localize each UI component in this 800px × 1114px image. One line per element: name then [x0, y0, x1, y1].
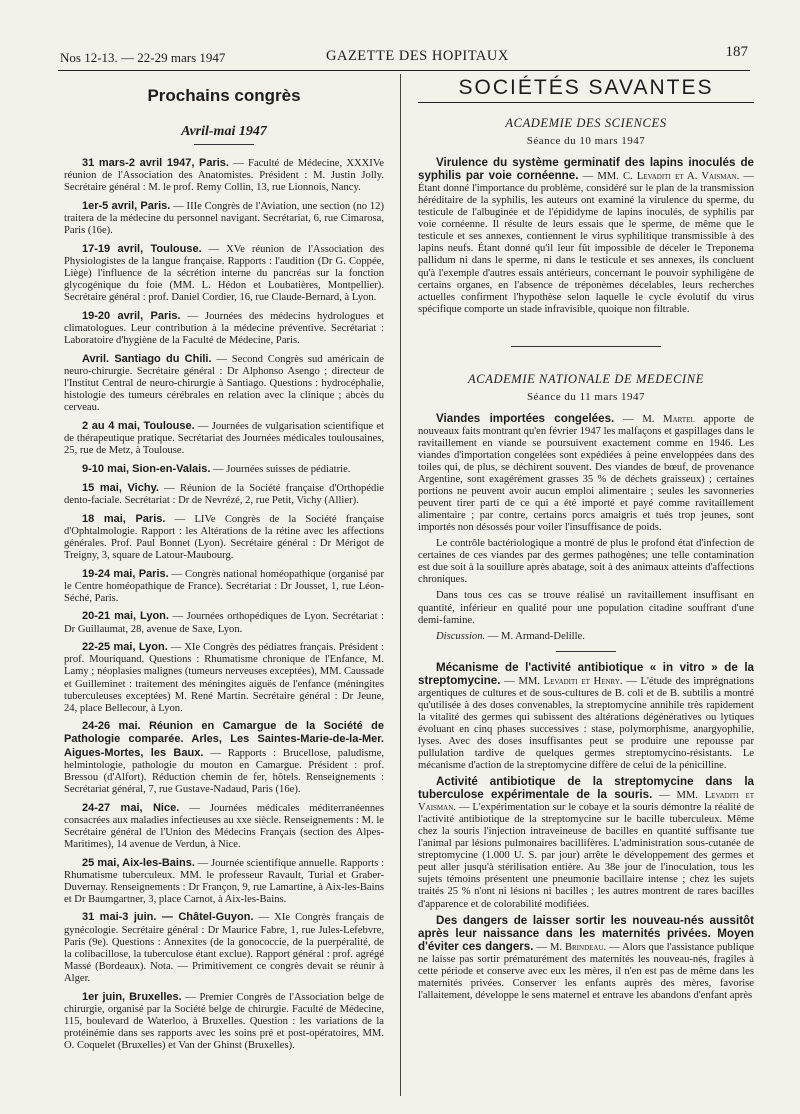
congress-text: — LIVe Congrès de la Société française d'Ophtalmologie. Rapport : les Altérations de la rétine avec les affections générales. Prof. Paul Bonnet (Lyon). Secrétaire général : Dr Mérigot de Treigny, 3, square de Latour-Maubourg. — [64, 513, 384, 561]
congress-text: — Réunion de la Société française d'Orthopédie dento-faciale. Secrétariat : Dr de Nevrézé, 2, rue Petit, Vichy (Allier). — [64, 482, 385, 506]
article — [418, 538, 754, 586]
congress-text: — XIe Congrès français de gynécologie. Secrétaire général : Dr Maurice Fabre, 1, rue Jules-Lefebvre, Paris (9e). Questions : Annexites (de la gonococcie, de la puerpéralité, de la colibacillose, la tuberculose étant exclue). Rapport général : prof. agrégé Massé (Bordeaux). Nota. — Primitivement ce congrès devait se réunir à Alger. — [64, 912, 384, 984]
header-rule — [58, 70, 750, 71]
congress-text: — Second Congrès sud américain de neuro-chirurgie. Secrétaire général : Dr Alphonso Asengo ; directeur de l'Institut Central de neuro-chirurgie à Santiago. Questions : hydrocéphalie, histologie des tumeurs cérébrales en relation avec la clinique ; abcès du cerveau. — [64, 353, 384, 414]
congress-entry — [64, 420, 384, 457]
article — [418, 915, 754, 1002]
congress-entry — [64, 482, 384, 507]
congress-text: — Journées des médecins hydrologues et climatologues. Leur contribution à la médecine préventive. Secrétariat : Laboratoire d'hygiène de la Faculté de Médecine, Paris. — [64, 310, 384, 346]
congress-entry — [64, 200, 384, 237]
congress-text: — Journées de vulgarisation scientifique et de thérapeutique pratique. Secrétariat des Journées médicales toulousaines, 25, rue de Metz, à Toulouse. — [64, 420, 384, 456]
running-header — [58, 44, 748, 70]
right-column — [418, 76, 754, 1006]
congress-text: — XIe Congrès des pédiatres français. Président : prof. Mouriquand. Questions : Rhumatisme chronique de l'Enfance, M. Lamy ; néoplasies malignes (tumeurs nerveuses exceptées), MM. Caussade et Guilleminet : traitement des méningites aiguës de l'enfance (méningites tuberculeuses exceptées) M. René Martin. Secrétaire général : Dr Jeune, 24, place Bellecour, à Lyon. — [64, 642, 385, 714]
article-authors: — MM. Levaditi et Vaisman. — [418, 790, 754, 814]
congress-date: Avril. Santiago du Chili. — [82, 352, 212, 365]
congress-entry — [64, 157, 384, 194]
congress-date: 9-10 mai, Sion-en-Valais. — [82, 462, 211, 475]
congress-date: 19-24 mai, Paris. — [82, 567, 169, 580]
congress-entry — [64, 568, 384, 605]
congress-entry — [64, 353, 384, 414]
congress-date: 20-21 mai, Lyon. — [82, 610, 169, 623]
academy-medicine-seance: Séance du 11 mars 1947 — [526, 390, 646, 403]
congress-text: — Faculté de Médecine, XXXIVe réunion de l'Association des Anatomistes. Président : M. Justin Jolly. Secrétaire général : M. le prof. Remy Collin, 13, rue Lionnois, Nancy. — [64, 158, 384, 194]
article — [418, 590, 754, 626]
congress-entry — [64, 991, 384, 1052]
congress-title: Prochains congrès — [147, 86, 301, 105]
congress-text: — Congrès national homéopathique (organisé par le Centre homéopathique de France). Secrétariat : Dr Jousset, 1, rue Léon-Séché, Paris. — [64, 568, 384, 604]
congress-date: 22-25 mai, Lyon. — [82, 641, 168, 654]
article-text: — L'étude des imprégnations argentiques de cultures et de sous-cultures de B. coli et de B. subtilis a montré qu'utilisée à des doses convenables, la streptomycine annihile très rapidement la vitalité des germes qui subissent des altérations dégénératives ou lytiques évoluant en cinq phases successives : stase, polymorphisme, anargyophilie, lyses. Avec des doses insuffisantes peut se produire une repousse par pullulation tardive de quelques germes streptomycino-résistants. Le mécanisme d'action de la streptomycine diffère de celui de la pénicilline. — [418, 675, 754, 772]
discussion-text: — M. Armand-Delille. — [485, 630, 585, 642]
congress-entry — [64, 857, 384, 906]
congress-date: 17-19 avril, Toulouse. — [82, 242, 202, 255]
congress-entry — [64, 513, 384, 562]
academy-medicine-articles — [418, 413, 754, 627]
article-authors: — M. Brindeau. — [533, 941, 607, 953]
academy-sciences-seance: Séance du 10 mars 1947 — [526, 135, 646, 148]
congress-list — [64, 157, 384, 1052]
article-text: Le contrôle bactériologique a montré de plus le profond état d'infection de certaines de ces viandes par des germes pathogènes; une telle contamination est due soit à la souillure après abatage, soit à des animaux atteints d'affections chroniques. — [418, 538, 754, 586]
congress-entry — [64, 720, 384, 795]
societies-rule — [418, 102, 754, 103]
article-authors: — MM. C. Levaditi et A. Vaisman. — [578, 171, 740, 183]
article-text: apporte de nouveaux faits montrant qu'en février 1947 les malfaçons et gaspillages dans le ravitaillement en viande se poursuivent exactement comme en 1946. Les viandes d'importation congelées sont expédiées à peine enveloppées dans des toiles qui, de plus, se déchirent souvent. Des viandes de bœuf, de provenance Argentine, sont exagérément grasses 35 % de déchets graisseux) ; certaines portions ne peuvent avoir aucun emploi alimentaire ; seules les savonneries peuvent tirer parti de ce qui a été importé et payé comme ravitaillement alimentaire ; par contre, certains porcs amaigris et tués trop jeunes, sont importés non désossés pour voiler l'insuffisance de poids. — [418, 413, 754, 534]
congress-entry — [64, 243, 384, 304]
article-text: Dans tous ces cas se trouve réalisé un ravitaillement insuffisant en quantité, inférieur en qualité pour une population citadine souffrant d'une demi-famine. — [418, 590, 754, 626]
congress-date: 19-20 avril, Paris. — [82, 309, 181, 322]
section-rule — [511, 346, 661, 347]
discussion-rule — [556, 651, 616, 652]
journal-name: GAZETTE DES HOPITAUX — [326, 48, 509, 64]
period-rule — [194, 144, 254, 145]
article-title: Des dangers de laisser sortir les nouveau-nés aussitôt après leur naissance dans les maternités privées. Moyen d'éviter ces dangers. — [418, 913, 754, 953]
congress-entry — [64, 911, 384, 984]
article-title: Mécanisme de l'activité antibiotique « in vitro » de la streptomycine. — [418, 660, 754, 687]
congress-date: 1er-5 avril, Paris. — [82, 199, 171, 212]
congress-date: 24-27 mai, Nice. — [82, 801, 180, 814]
congress-entry — [64, 610, 384, 635]
discussion-label: Discussion. — [436, 630, 486, 642]
article — [418, 157, 754, 316]
article-text: — Alors que l'assistance publique ne laisse pas sortir prématurément des maternités les nouveau-nés, fragiles à cette période et conserve avec eux les mères, il n'en est pas de même dans les maternités privées. Conserver les enfants auprès des mères, favorise l'allaitement, développe le sens maternel et entrave les abandons d'enfant après — [418, 941, 754, 1001]
congress-entry — [64, 310, 384, 347]
congress-entry — [64, 463, 384, 476]
congress-date: 25 mai, Aix-les-Bains. — [82, 856, 195, 869]
article-text: — Étant donné l'importance du problème, considéré sur le plan de la transmission héréditaire de la syphilis, les auteurs ont examiné la virulence du sperme, du testicule de l'albuginée et de l'épididyme de lapins inoculés, de syphilis par voie cornéenne. Il résulte de leurs essais que le sperme, de même que le testicule et ses annexes, contiennent le virus syphilitique transmissible à des lapins neufs. Étant donné qu'il leur fût impossible de déceler le Treponema pallidum ni dans le sperme, ni dans le testicule et ses annexes, ils concluent qu'à l'exemple d'autres essais antérieurs, concernant le pouvoir syphiligène de certains organes, en l'absence de tréponèmes décelables, leurs recherches actuelles confirment l'hypothèse selon laquelle le cycle évolutif du virus spécifique comporte un stade infravisible, quoique non filtrable. — [418, 171, 754, 315]
congress-period: Avril-mai 1947 — [181, 124, 267, 139]
congress-date: 24-26 mai. Réunion en Camargue de la Société de Pathologie comparée. Arles, Les Saintes-Marie-de-la-Mer. Aigues-Mortes, les Baux. — [64, 720, 384, 759]
academy-medicine-articles-2 — [418, 662, 754, 1002]
congress-text: — Journées suisses de pédiatrie. — [210, 463, 351, 475]
page-number: 187 — [725, 44, 748, 60]
left-column — [64, 86, 384, 1058]
congress-date: 31 mars-2 avril 1947, Paris. — [82, 157, 229, 169]
discussion — [418, 631, 754, 643]
article-title: Viandes importées congelées. — [436, 411, 615, 425]
academy-sciences-articles — [418, 157, 754, 316]
academy-medicine-title: ACADEMIE NATIONALE DE MEDECINE — [468, 371, 704, 386]
societies-title: SOCIÉTÉS SAVANTES — [458, 76, 714, 99]
congress-date: 15 mai, Vichy. — [82, 481, 159, 494]
congress-date: 31 mai-3 juin. — Châtel-Guyon. — [82, 911, 254, 924]
article-authors: — MM. Levaditi et Henry. — [500, 675, 623, 687]
congress-text: — Journées orthopédiques de Lyon. Secrétariat : Dr Guillaumat, 28, avenue de Saxe, Lyon. — [64, 611, 385, 635]
article-title: Virulence du système germinatif des lapins inoculés de syphilis par voie cornéenne. — [418, 156, 754, 183]
congress-date: 1er juin, Bruxelles. — [82, 990, 182, 1003]
congress-text: — XVe réunion de l'Association des Physiologistes de la langue française. Rapports : l'audition (Dr G. Coppée, Liège) l'influence de la sécrétion interne du pancréas sur la fonction glycogénique du foie (MM. L. Hédon et Loubatières, Montpellier). Secrétaire général : prof. Daniel Cordier, 16, rue Claude-Bernard, à Lyon. — [64, 243, 384, 304]
article-title: Activité antibiotique de la streptomycine dans la tuberculose expérimentale de la souris. — [418, 775, 754, 802]
congress-entry — [64, 641, 384, 714]
article — [418, 662, 754, 772]
academy-sciences-title: ACADEMIE DES SCIENCES — [505, 116, 667, 130]
article — [418, 413, 754, 534]
issue-number: Nos 12-13. — 22-29 mars 1947 — [60, 50, 226, 65]
article-text: — L'expérimentation sur le cobaye et la souris démontre la réalité de l'activité antibiotique de la streptomycine sur le bacille tuberculeux. Même chez la souris l'injection intraveineuse de bacilles en quantité suffisante tue l'animal par lésions pulmonaires bacillifères. L'administration sous-cutanée de streptomycine (1.000 U. S. par jour) arrête le développement des germes et peut aller jusqu'à stérilisation entière. Au 38e jour de l'inoculation, tous les sujets témoins présentent une pneumonie bacillaire intense ; chez les sujets traités 25 % n'ont ni lésions ni bacilles ; les autres montrent de rares bacilles d'apparence et de colorabilité modifiées. — [418, 802, 754, 910]
congress-text: — IIIe Congrès de l'Aviation, une section (no 12) traitera de la médecine du personnel navigant. Secrétariat, 6, rue Cimarosa, Paris (16e). — [64, 200, 385, 237]
article — [418, 776, 754, 911]
congress-entry — [64, 802, 384, 851]
article-authors: — M. Martel — [614, 413, 695, 425]
congress-text: — Journées médicales méditerranéennes consacrées aux maladies infectieuses au xxe siècle. Renseignements : M. le Secrétaire général de l'Union des Médecins Français (section des Alpes-Maritimes), 14 avenue de Verdun, à Nice. — [64, 802, 384, 850]
congress-text: — Premier Congrès de l'Association belge de chirurgie, organisé par la Société belge de chirurgie. Faculté de Médecine, 115, boulevard de Waterloo, à Bruxelles. Question : les variations de la protéinémie dans ses rapports avec les soins pré et post-opératoires, MM. O. Coquelet (Bruxelles) et Van der Ghinst (Bruxelles). — [64, 991, 384, 1051]
column-divider — [400, 74, 401, 1096]
congress-date: 18 mai, Paris. — [82, 512, 166, 525]
congress-text: — Rapports : Brucellose, paludisme, helmintologie, pathologie du mouton en Camargue. Président : prof. Bressou (d'Alfort). Réduction chemin de fer, hôtels. Renseignements : Secrétariat général, 7, rue Gustave-Nadaud, Paris (16e). — [64, 747, 384, 795]
congress-text: — Journée scientifique annuelle. Rapports : Rhumatisme tuberculeux. MM. le professeur Ravault, Turial et Graber-Duvernay. Renseignements : Dr Françon, 9, rue Lamartine, à Aix-les-Bains et Dr Baumgartner, 3, place Carnot, à Aix-les-Bains. — [64, 857, 385, 905]
congress-date: 2 au 4 mai, Toulouse. — [82, 419, 195, 432]
